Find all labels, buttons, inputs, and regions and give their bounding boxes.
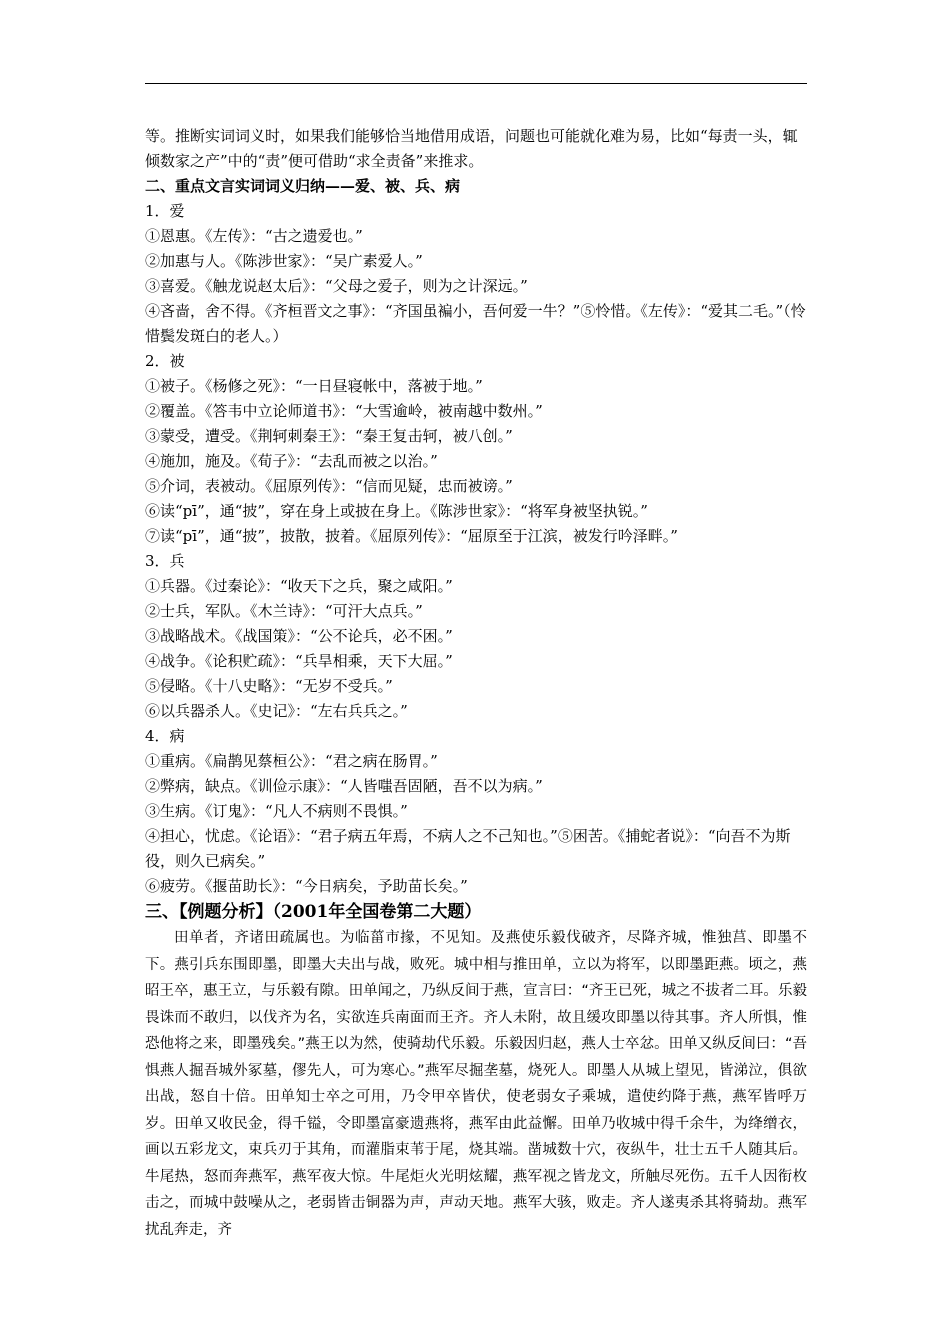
group-title: 3．兵 (145, 552, 185, 570)
list-item: ④担心，忧虑。《论语》：“君子病五年焉，不病人之不己知也。”⑤困苦。《捕蛇者说》：“向吾不为斯役，则久已病矣。” (145, 827, 791, 870)
list-item: ④战争。《论积贮疏》：“兵旱相乘，天下大屈。” (145, 652, 453, 670)
story-passage: 田单者，齐诸田疏属也。为临菑市掾，不见知。及燕使乐毅伐破齐，尽降齐城，惟独莒、即墨不下。燕引兵东围即墨，即墨大夫出与战，败死。城中相与推田单，立以为将军，以即墨距燕。顷之，燕昭王卒，惠王立，与乐毅有隙。田单闻之，乃纵反间于燕，宣言曰：“齐王已死，城之不拔者二耳。乐毅畏诛而不敢归，以伐齐为名，实欲连兵南面而王齐。齐人未附，故且缓攻即墨以待其事。齐人所惧，惟恐他将之来，即墨残矣。”燕王以为然，使骑劫代乐毅。乐毅因归赵，燕人士卒忿。田单又纵反间曰：“吾惧燕人掘吾城外冢墓，僇先人，可为寒心。”燕军尽掘垄墓，烧死人。即墨人从城上望见，皆涕泣，俱欲出战，怒自十倍。田单知士卒之可用，乃令甲卒皆伏，使老弱女子乘城，遣使约降于燕，燕军皆呼万岁。田单又收民金，得千镒，令即墨富豪遗燕将，燕军由此益懈。田单乃收城中得千余牛，为绛缯衣，画以五彩龙文，束兵刃于其角，而灌脂束苇于尾，烧其端。凿城数十穴，夜纵牛，壮士五千人随其后。牛尾热，怒而奔燕军，燕军夜大惊。牛尾炬火光明炫耀，燕军视之皆龙文，所触尽死伤。五千人因衔枚击之，而城中鼓噪从之，老弱皆击铜器为声，声动天地。燕军大骇，败走。齐人遂夷杀其将骑劫。燕军扰乱奔走，齐 (145, 930, 807, 1238)
list-item: ④吝啬，舍不得。《齐桓晋文之事》：“齐国虽褊小，吾何爱一牛？”⑤怜惜。《左传》：“爱其二毛。”（怜惜鬓发斑白的老人。） (145, 302, 806, 345)
list-item: ③战略战术。《战国策》：“公不论兵，必不困。” (145, 627, 453, 645)
list-item: ③蒙受，遭受。《荆轲刺秦王》：“秦王复击轲，被八创。” (145, 427, 513, 445)
list-item: ②弊病，缺点。《训俭示康》：“人皆嗤吾固陋，吾不以为病。” (145, 777, 543, 795)
list-item: ⑤侵略。《十八史略》：“无岁不受兵。” (145, 677, 393, 695)
list-item: ③生病。《订鬼》：“凡人不病则不畏惧。” (145, 802, 408, 820)
header-rule (145, 83, 807, 84)
section-3-heading: 三、【例题分析】（2001年全国卷第二大题） (145, 902, 482, 922)
list-item: ②士兵，军队。《木兰诗》：“可汗大点兵。” (145, 602, 423, 620)
list-item: ②覆盖。《答韦中立论师道书》：“大雪逾岭，被南越中数州。” (145, 402, 543, 420)
intro-paragraph: 等。推断实词词义时，如果我们能够恰当地借用成语，问题也可能就化难为易，比如“每责一头，辄倾数家之产”中的“责”便可借助“求全责备”来推求。 (145, 127, 798, 170)
list-item: ⑦读“pī”，通“披”，披散，披着。《屈原列传》：“屈原至于江滨，被发行吟泽畔。” (145, 527, 678, 545)
group-ai (145, 199, 807, 349)
list-item: ①兵器。《过秦论》：“收天下之兵，聚之咸阳。” (145, 577, 453, 595)
group-title: 2．被 (145, 352, 185, 370)
list-item: ①恩惠。《左传》：“古之遗爱也。” (145, 227, 363, 245)
list-item: ⑤介词，表被动。《屈原列传》：“信而见疑，忠而被谤。” (145, 477, 513, 495)
list-item: ⑥读“pī”，通“披”，穿在身上或披在身上。《陈涉世家》：“将军身被坚执锐。” (145, 502, 648, 520)
list-item: ①被子。《杨修之死》：“一日昼寝帐中，落被于地。” (145, 377, 483, 395)
group-bei (145, 349, 807, 549)
document-body (145, 124, 807, 1243)
group-title: 4．病 (145, 727, 185, 745)
group-bing-illness (145, 724, 807, 899)
list-item: ③喜爱。《触龙说赵太后》：“父母之爱子，则为之计深远。” (145, 277, 528, 295)
list-item: ④施加，施及。《荀子》：“去乱而被之以治。” (145, 452, 438, 470)
list-item: ⑥疲劳。《揠苗助长》：“今日病矣，予助苗长矣。” (145, 877, 468, 895)
section-2-heading: 二、重点文言实词词义归纳——爱、被、兵、病 (145, 177, 461, 195)
group-bing-soldier (145, 549, 807, 724)
list-item: ①重病。《扁鹊见蔡桓公》：“君之病在肠胃。” (145, 752, 438, 770)
list-item: ⑥以兵器杀人。《史记》：“左右兵兵之。” (145, 702, 408, 720)
group-title: 1．爱 (145, 202, 185, 220)
list-item: ②加惠与人。《陈涉世家》：“吴广素爱人。” (145, 252, 423, 270)
